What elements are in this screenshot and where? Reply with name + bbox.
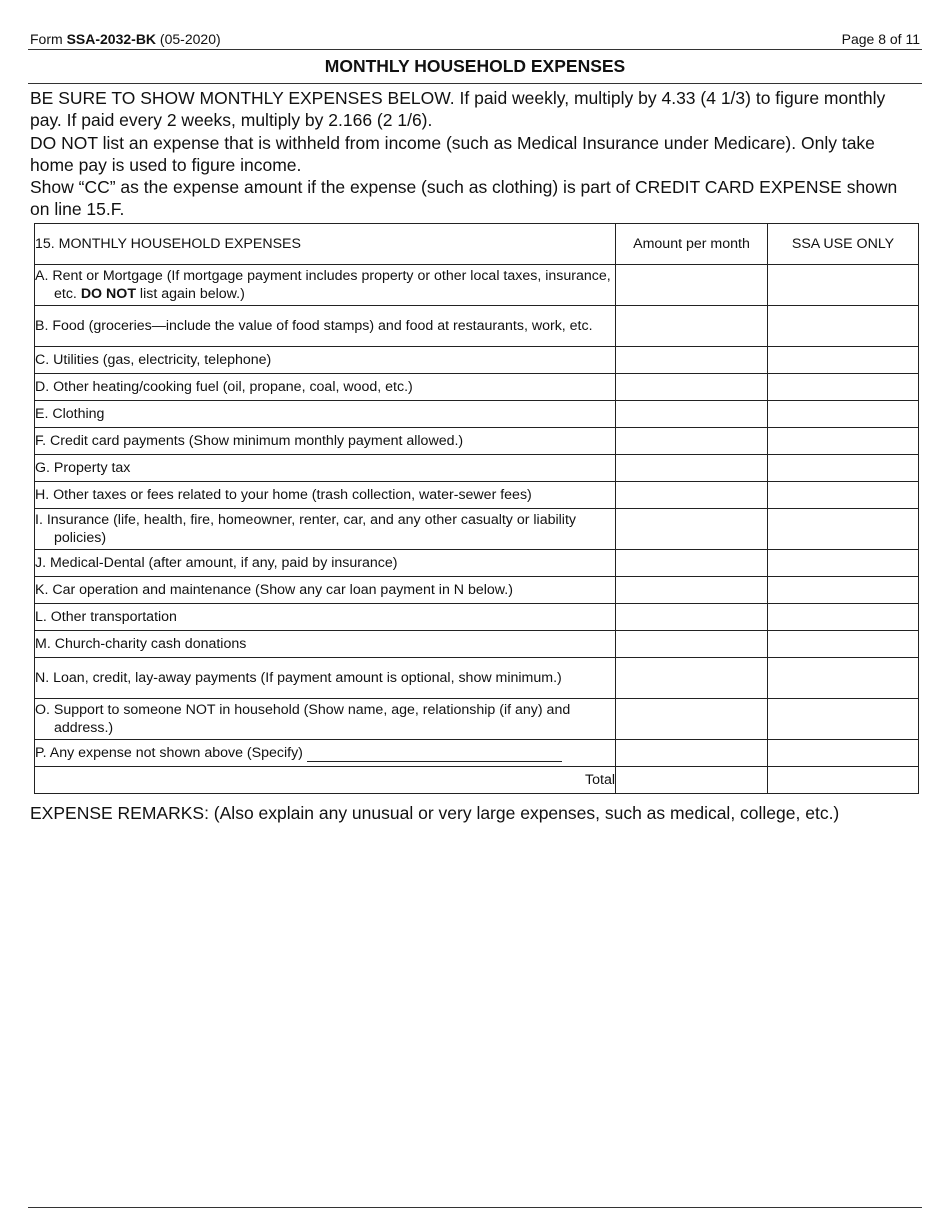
expense-label: L. Other transportation	[35, 604, 616, 631]
amount-field-f[interactable]	[616, 428, 768, 455]
instruction-paragraph: DO NOT list an expense that is withheld from income (such as Medical Insurance under Medicare). Only take home pay is used to figure income.	[30, 132, 875, 175]
page-number: Page 8 of 11	[841, 31, 920, 47]
amount-field-p[interactable]	[616, 740, 768, 767]
amount-field-a[interactable]	[616, 265, 768, 306]
table-row	[35, 455, 919, 482]
form-date: (05-2020)	[156, 31, 221, 47]
ssa-use-cell	[768, 550, 919, 577]
form-identifier	[30, 30, 221, 49]
expense-label: B. Food (groceries—include the value of food stamps) and food at restaurants, work, etc.	[35, 306, 616, 347]
amount-field-j[interactable]	[616, 550, 768, 577]
expense-label: M. Church-charity cash donations	[35, 631, 616, 658]
ssa-use-cell	[768, 699, 919, 740]
table-row	[35, 306, 919, 347]
expense-label: P. Any expense not shown above (Specify)	[35, 740, 616, 767]
expense-label: F. Credit card payments (Show minimum monthly payment allowed.)	[35, 428, 616, 455]
expense-label: K. Car operation and maintenance (Show any car loan payment in N below.)	[35, 577, 616, 604]
amount-field-n[interactable]	[616, 658, 768, 699]
expenses-table	[34, 223, 919, 794]
instruction-paragraph: BE SURE TO SHOW MONTHLY EXPENSES BELOW. If paid weekly, multiply by 4.33 (4 1/3) to figure monthly pay. If paid every 2 weeks, multiply by 2.166 (2 1/6).	[30, 88, 886, 131]
page-header	[30, 30, 920, 49]
instruction-paragraph: Show “CC” as the expense amount if the expense (such as clothing) is part of CREDIT CARD EXPENSE shown on line 15.F.	[30, 177, 898, 220]
table-row	[35, 740, 919, 767]
expense-label: C. Utilities (gas, electricity, telephone)	[35, 347, 616, 374]
ssa-use-cell	[768, 604, 919, 631]
amount-field-d[interactable]	[616, 374, 768, 401]
table-row	[35, 658, 919, 699]
ssa-use-cell	[768, 631, 919, 658]
amount-field-c[interactable]	[616, 347, 768, 374]
expense-label: H. Other taxes or fees related to your home (trash collection, water-sewer fees)	[35, 482, 616, 509]
table-row	[35, 631, 919, 658]
amount-field-e[interactable]	[616, 401, 768, 428]
table-row	[35, 265, 919, 306]
title-divider	[28, 83, 922, 84]
amount-column-header: Amount per month	[616, 224, 768, 265]
total-row	[35, 767, 919, 794]
specify-field[interactable]	[307, 745, 562, 762]
instructions-block	[30, 87, 910, 221]
table-row	[35, 699, 919, 740]
table-row	[35, 509, 919, 550]
ssa-use-cell	[768, 374, 919, 401]
table-header-row	[35, 224, 919, 265]
expense-label: I. Insurance (life, health, fire, homeowner, renter, car, and any other casualty or liability policies)	[35, 509, 616, 550]
footer-divider	[28, 1207, 922, 1208]
amount-field-g[interactable]	[616, 455, 768, 482]
expense-label: N. Loan, credit, lay-away payments (If payment amount is optional, show minimum.)	[35, 658, 616, 699]
ssa-use-cell	[768, 428, 919, 455]
form-prefix: Form	[30, 31, 67, 47]
ssa-use-cell	[768, 767, 919, 794]
page-title: MONTHLY HOUSEHOLD EXPENSES	[324, 56, 626, 76]
table-row	[35, 374, 919, 401]
expense-label: E. Clothing	[35, 401, 616, 428]
expense-remarks-label: EXPENSE REMARKS: (Also explain any unusual or very large expenses, such as medical, college, etc.)	[30, 803, 840, 823]
total-label: Total	[35, 767, 616, 794]
amount-field-k[interactable]	[616, 577, 768, 604]
expense-label: D. Other heating/cooking fuel (oil, propane, coal, wood, etc.)	[35, 374, 616, 401]
ssa-use-column-header: SSA USE ONLY	[768, 224, 919, 265]
ssa-use-cell	[768, 740, 919, 767]
ssa-use-cell	[768, 347, 919, 374]
expense-label: G. Property tax	[35, 455, 616, 482]
table-row	[35, 401, 919, 428]
table-row	[35, 577, 919, 604]
expense-label: A. Rent or Mortgage (If mortgage payment includes property or other local taxes, insurance, etc. DO NOT list again below.)	[35, 265, 616, 306]
ssa-use-cell	[768, 658, 919, 699]
amount-field-o[interactable]	[616, 699, 768, 740]
header-divider	[28, 49, 922, 50]
expense-label: J. Medical-Dental (after amount, if any, paid by insurance)	[35, 550, 616, 577]
amount-field-m[interactable]	[616, 631, 768, 658]
ssa-use-cell	[768, 482, 919, 509]
amount-field-b[interactable]	[616, 306, 768, 347]
total-amount-field[interactable]	[616, 767, 768, 794]
amount-field-h[interactable]	[616, 482, 768, 509]
ssa-use-cell	[768, 401, 919, 428]
ssa-use-cell	[768, 577, 919, 604]
amount-field-l[interactable]	[616, 604, 768, 631]
table-row	[35, 347, 919, 374]
form-number: SSA-2032-BK	[66, 31, 157, 47]
ssa-use-cell	[768, 509, 919, 550]
table-row	[35, 482, 919, 509]
table-row	[35, 550, 919, 577]
ssa-use-cell	[768, 265, 919, 306]
amount-field-i[interactable]	[616, 509, 768, 550]
expense-label: O. Support to someone NOT in household (Show name, age, relationship (if any) and address.)	[35, 699, 616, 740]
section-header: 15. MONTHLY HOUSEHOLD EXPENSES	[35, 224, 616, 265]
ssa-use-cell	[768, 306, 919, 347]
table-row	[35, 604, 919, 631]
table-row	[35, 428, 919, 455]
ssa-use-cell	[768, 455, 919, 482]
